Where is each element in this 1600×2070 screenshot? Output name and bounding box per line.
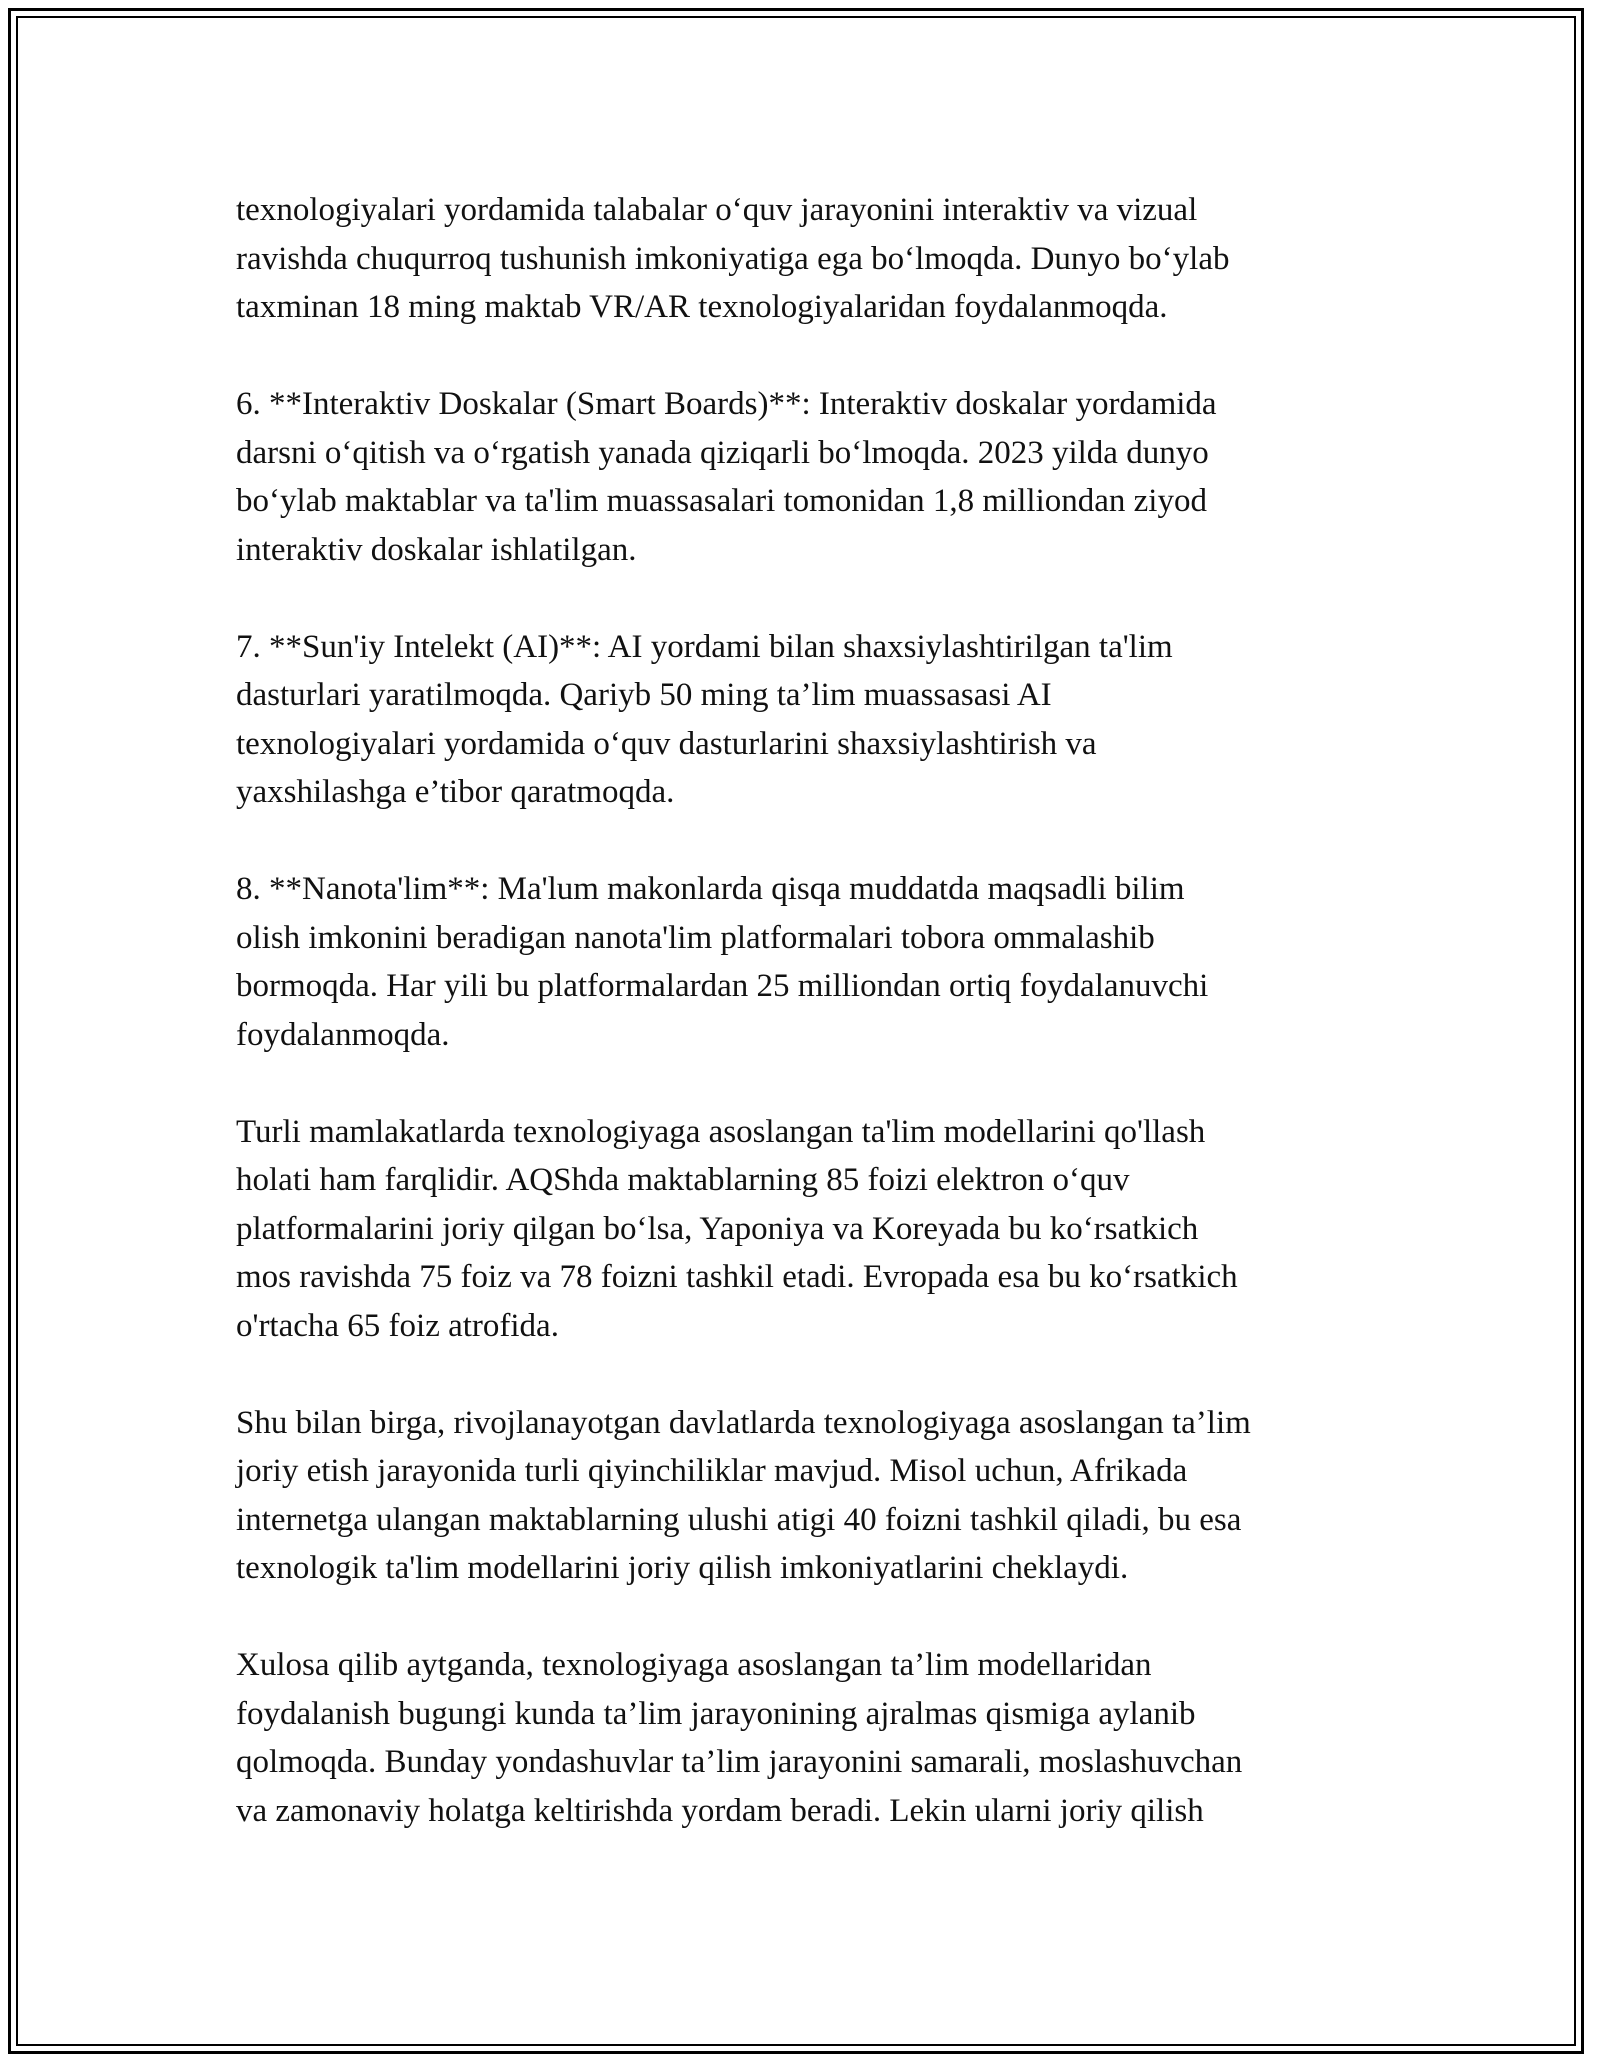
text-line: Turli mamlakatlarda texnologiyaga asoslangan ta'lim modellarini qo'llash <box>236 1113 1206 1150</box>
text-line: foydalanish bugungi kunda ta’lim jarayonining ajralmas qismiga aylanib <box>236 1695 1196 1732</box>
text-line: foydalanmoqda. <box>236 1016 450 1053</box>
text-line: 6. **Interaktiv Doskalar (Smart Boards)**: Interaktiv doskalar yordamida <box>236 386 1217 422</box>
text-line: 7. **Sun'iy Intelekt (AI)**: AI yordami bilan shaxsiylashtirilgan ta'lim <box>236 628 1173 665</box>
text-line: olish imkonini beradigan nanota'lim platformalari tobora ommalashib <box>236 919 1155 956</box>
text-line: va zamonaviy holatga keltirishda yordam beradi. Lekin ularni joriy qilish <box>236 1792 1204 1829</box>
text-line: holati ham farqlidir. AQShda maktablarning 85 foizi elektron o‘quv <box>236 1162 1130 1198</box>
text-line: qolmoqda. Bunday yondashuvlar ta’lim jarayonini samarali, moslashuvchan <box>236 1744 1243 1780</box>
text-line: taxminan 18 ming maktab VR/AR texnologiyalaridan foydalanmoqda. <box>236 289 1168 325</box>
text-line: platformalarini joriy qilgan bo‘lsa, Yaponiya va Koreyada bu ko‘rsatkich <box>236 1210 1199 1247</box>
text-line: texnologiyalari yordamida talabalar o‘quv jarayonini interaktiv va vizual <box>236 192 1198 228</box>
text-line: joriy etish jarayonida turli qiyinchiliklar mavjud. Misol uchun, Afrikada <box>236 1453 1188 1489</box>
paragraph-developing-countries <box>236 1399 1376 1593</box>
text-line: texnologiyalari yordamida o‘quv dasturlarini shaxsiylashtirish va <box>236 725 1097 762</box>
document-body <box>236 186 1376 1884</box>
text-line: darsni o‘qitish va o‘rgatish yanada qiziqarli bo‘lmoqda. 2023 yilda dunyo <box>236 434 1209 471</box>
text-line: internetga ulangan maktablarning ulushi atigi 40 foizni tashkil qiladi, bu esa <box>236 1501 1242 1538</box>
paragraph-conclusion <box>236 1641 1376 1835</box>
text-line: Shu bilan birga, rivojlanayotgan davlatlarda texnologiyaga asoslangan ta’lim <box>236 1404 1251 1441</box>
text-line: Xulosa qilib aytganda, texnologiyaga asoslangan ta’lim modellaridan <box>236 1647 1152 1683</box>
text-line: texnologik ta'lim modellarini joriy qilish imkoniyatlarini cheklaydi. <box>236 1550 1129 1586</box>
text-line: dasturlari yaratilmoqda. Qariyb 50 ming ta’lim muassasasi AI <box>236 677 1052 713</box>
text-line: bormoqda. Har yili bu platformalardan 25 milliondan ortiq foydalanuvchi <box>236 968 1209 1004</box>
paragraph-nanolearning <box>236 865 1376 1059</box>
text-line: interaktiv doskalar ishlatilgan. <box>236 531 637 568</box>
text-line: 8. **Nanota'lim**: Ma'lum makonlarda qisqa muddatda maqsadli bilim <box>236 871 1185 907</box>
text-line: yaxshilashga e’tibor qaratmoqda. <box>236 774 675 810</box>
text-line: bo‘ylab maktablar va ta'lim muassasalari tomonidan 1,8 milliondan ziyod <box>236 483 1207 519</box>
text-line: mos ravishda 75 foiz va 78 foizni tashkil etadi. Evropada esa bu ko‘rsatkich <box>236 1259 1238 1295</box>
text-line: ravishda chuqurroq tushunish imkoniyatiga ega bo‘lmoqda. Dunyo bo‘ylab <box>236 240 1230 277</box>
paragraph-smart-boards <box>236 380 1376 574</box>
text-line: o'rtacha 65 foiz atrofida. <box>236 1307 559 1344</box>
paragraph-ai <box>236 623 1376 817</box>
paragraph-countries <box>236 1108 1376 1351</box>
paragraph-vr-ar <box>236 186 1376 332</box>
